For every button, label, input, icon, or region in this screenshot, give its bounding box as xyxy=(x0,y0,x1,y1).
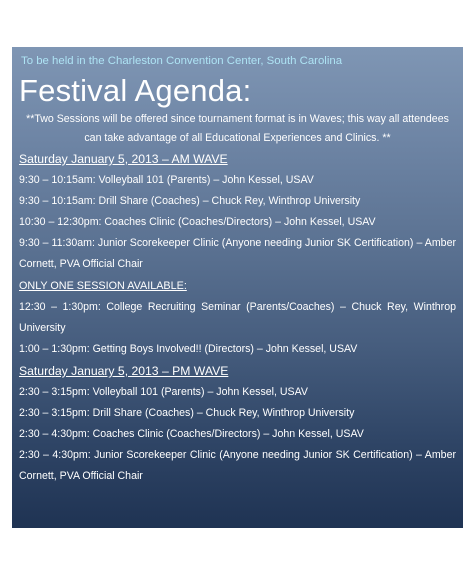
single-session-heading: ONLY ONE SESSION AVAILABLE: xyxy=(19,280,187,292)
agenda-item: 10:30 – 12:30pm: Coaches Clinic (Coaches/Directors) – John Kessel, USAV xyxy=(19,216,376,228)
agenda-item: 12:30 – 1:30pm: College Recruiting Seminar (Parents/Coaches) – Chuck Rey, Winthrop University xyxy=(19,301,456,334)
agenda-flyer xyxy=(12,47,463,528)
single-session-list xyxy=(19,297,456,360)
agenda-item: 1:00 – 1:30pm: Getting Boys Involved!! (Directors) – John Kessel, USAV xyxy=(19,343,358,355)
agenda-item: 9:30 – 10:15am: Drill Share (Coaches) – Chuck Rey, Winthrop University xyxy=(19,195,361,207)
agenda-item: 2:30 – 3:15pm: Volleyball 101 (Parents) – John Kessel, USAV xyxy=(19,386,308,398)
pm-wave-list xyxy=(19,382,456,487)
page-title: Festival Agenda: xyxy=(19,73,252,108)
agenda-item: 2:30 – 4:30pm: Coaches Clinic (Coaches/Directors) – John Kessel, USAV xyxy=(19,428,364,440)
venue-line: To be held in the Charleston Convention Center, South Carolina xyxy=(21,55,343,67)
agenda-item: 9:30 – 10:15am: Volleyball 101 (Parents) – John Kessel, USAV xyxy=(19,174,314,186)
am-wave-heading: Saturday January 5, 2013 – AM WAVE xyxy=(19,152,228,166)
agenda-item: 2:30 – 3:15pm: Drill Share (Coaches) – Chuck Rey, Winthrop University xyxy=(19,407,355,419)
agenda-item: 2:30 – 4:30pm: Junior Scorekeeper Clinic (Anyone needing Junior SK Certification) – Amber Cornett, PVA Official Chair xyxy=(19,449,456,482)
intro-note: **Two Sessions will be offered since tournament format is in Waves; this way all attendees can take advantage of all Educational Experiences and Clinics. ** xyxy=(26,113,449,144)
pm-wave-heading: Saturday January 5, 2013 – PM WAVE xyxy=(19,364,229,378)
am-wave-list xyxy=(19,170,456,275)
agenda-item: 9:30 – 11:30am: Junior Scorekeeper Clinic (Anyone needing Junior SK Certification) – Amber Cornett, PVA Official Chair xyxy=(19,237,456,270)
